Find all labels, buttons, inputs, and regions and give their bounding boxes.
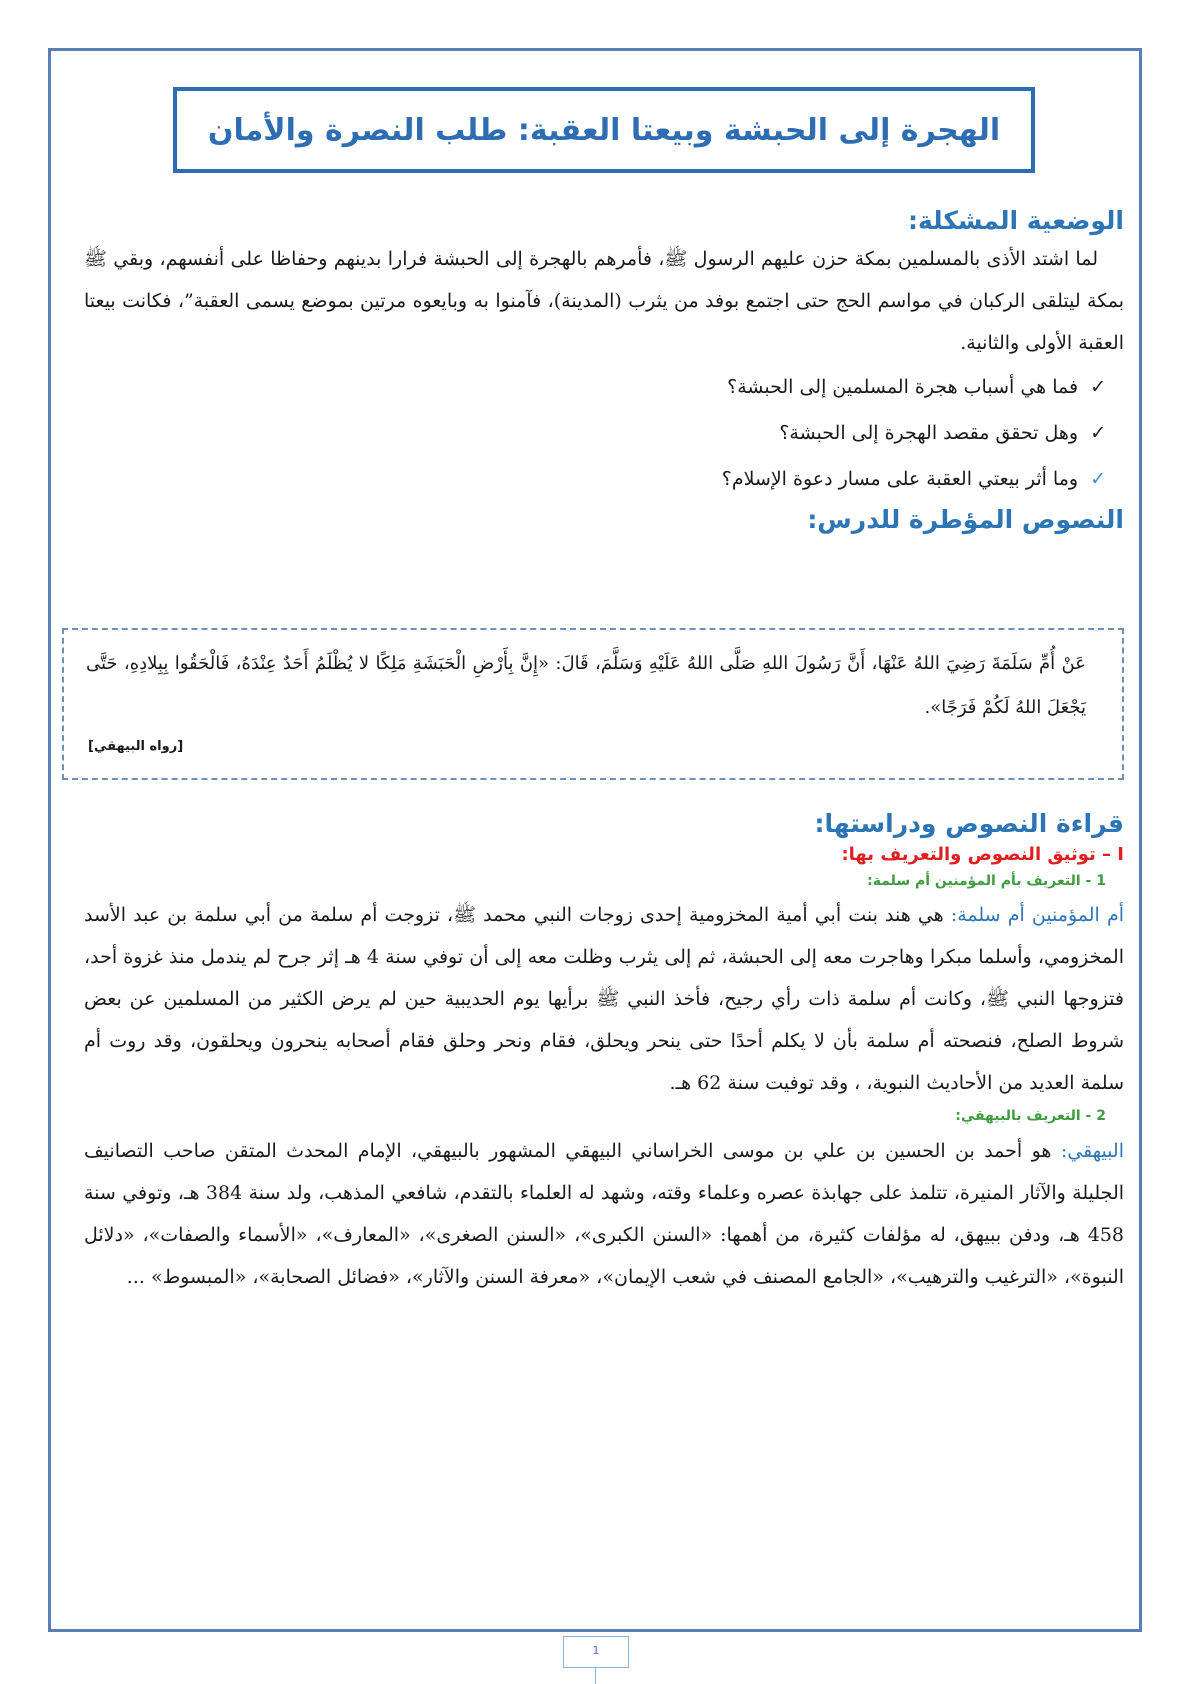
questions-list (84, 364, 1124, 502)
check-icon: ✓ (1090, 421, 1106, 444)
reading-section (84, 808, 1124, 1298)
page-number-connector (595, 1668, 596, 1684)
problem-heading: الوضعية المشكلة: (907, 206, 1124, 235)
item1-title: 1 - التعريف بأم المؤمنين أم سلمة: (867, 873, 1106, 890)
problem-text: لما اشتد الأذى بالمسلمين بمكة حزن عليهم الرسول ﷺ، فأمرهم بالهجرة إلى الحبشة فرارا بدينهم وحفاظا على أنفسهم، وبقي ﷺ بمكة ليتلقى الركبان في مواسم الحج حتى اجتمع بوفد من يثرب (المدينة)، فآمنوا به وبايعوه مرتين بموضع يسمى العقبة”، فكانت بيعتا العقبة الأولى والثانية. (84, 247, 1124, 354)
list-item (84, 410, 1106, 456)
main-content (84, 205, 1124, 536)
item1-paragraph (84, 894, 1124, 1104)
item2-term: البيهقي: (1060, 1139, 1124, 1162)
question-text: فما هي أسباب هجرة المسلمين إلى الحبشة؟ (727, 375, 1079, 398)
item2-title: 2 - التعريف بالبيهقي: (955, 1108, 1106, 1125)
title-box (173, 87, 1035, 173)
list-item (84, 364, 1106, 410)
item2-text: هو أحمد بن الحسين بن علي بن موسى الخراساني البيهقي المشهور بالبيهقي، الإمام المحدث المتقن صاحب التصانيف الجليلة والآثار المنيرة، تتلمذ على جهابذة عصره وعلماء وقته، وشهد له العلماء بالتقدم، شافعي المذهب، ولد سنة 384 هـ، وتوفي سنة 458 هـ، ودفن ببيهق، له مؤلفات كثيرة، من أهمها: «السنن الكبرى»، «السنن الصغرى»، «المعارف»، «الأسماء والصفات»، «دلائل النبوة»، «الترغيب والترهيب»، «الجامع المصنف في شعب الإيمان»، «معرفة السنن والآثار»، «فضائل الصحابة»، «المبسوط» ... (84, 1139, 1125, 1288)
question-text: وما أثر بيعتي العقبة على مسار دعوة الإسلام؟ (721, 467, 1079, 490)
hadith-box (62, 628, 1124, 780)
list-item (84, 456, 1106, 502)
reading-heading: قراءة النصوص ودراستها: (814, 809, 1124, 838)
check-icon: ✓ (1090, 467, 1106, 490)
problem-paragraph (84, 238, 1124, 364)
page-title: الهجرة إلى الحبشة وبيعتا العقبة: طلب النصرة والأمان (207, 112, 1001, 148)
item1-text: هي هند بنت أبي أمية المخزومية إحدى زوجات النبي محمد ﷺ، تزوجت أم سلمة من أبي سلمة بن عبد الأسد المخزومي، وأسلما مبكرا وهاجرت معه إلى الحبشة، ثم إلى يثرب وظلت معه إلى أن توفي سنة 4 هـ إثر جرح لم يندمل منذ غزوة أحد، فتزوجها النبي ﷺ، وكانت أم سلمة ذات رأي رجيح، فأخذ النبي ﷺ برأيها يوم الحديبية حين لم يرض الكثير من المسلمين عن بعض شروط الصلح، فنصحته أم سلمة بأن لا يكلم أحدًا حتى ينحر ويحلق، فقام ونحر وحلق فقام أصحابه ينحرون ويحلقون، وقد روت أم سلمة العديد من الأحاديث النبوية، ، وقد توفيت سنة 62 هـ. (84, 904, 1124, 1095)
page-number: 1 (563, 1636, 629, 1668)
hadith-source: [رواه البيهقي] (88, 739, 184, 754)
check-icon: ✓ (1090, 375, 1106, 398)
hadith-text: عَنْ أُمِّ سَلَمَةَ رَضِيَ اللهُ عَنْهَا، أَنَّ رَسُولَ اللهِ صَلَّى اللهُ عَلَيْهِ وَسَلَّمَ، قَالَ: «إِنَّ بِأَرْضِ الْحَبَشَةِ مَلِكًا لا يُظْلَمُ أَحَدٌ عِنْدَهُ، فَالْحَقُوا بِبِلادِهِ، حَتَّى يَجْعَلَ اللهُ لَكُمْ فَرَجًا». (86, 653, 1086, 718)
question-text: وهل تحقق مقصد الهجرة إلى الحبشة؟ (779, 421, 1079, 444)
item2-paragraph (84, 1130, 1124, 1298)
item1-term: أم المؤمنين أم سلمة: (950, 904, 1124, 927)
texts-heading: النصوص المؤطرة للدرس: (807, 504, 1124, 534)
subsection-title: I – توثيق النصوص والتعريف بها: (841, 843, 1124, 865)
